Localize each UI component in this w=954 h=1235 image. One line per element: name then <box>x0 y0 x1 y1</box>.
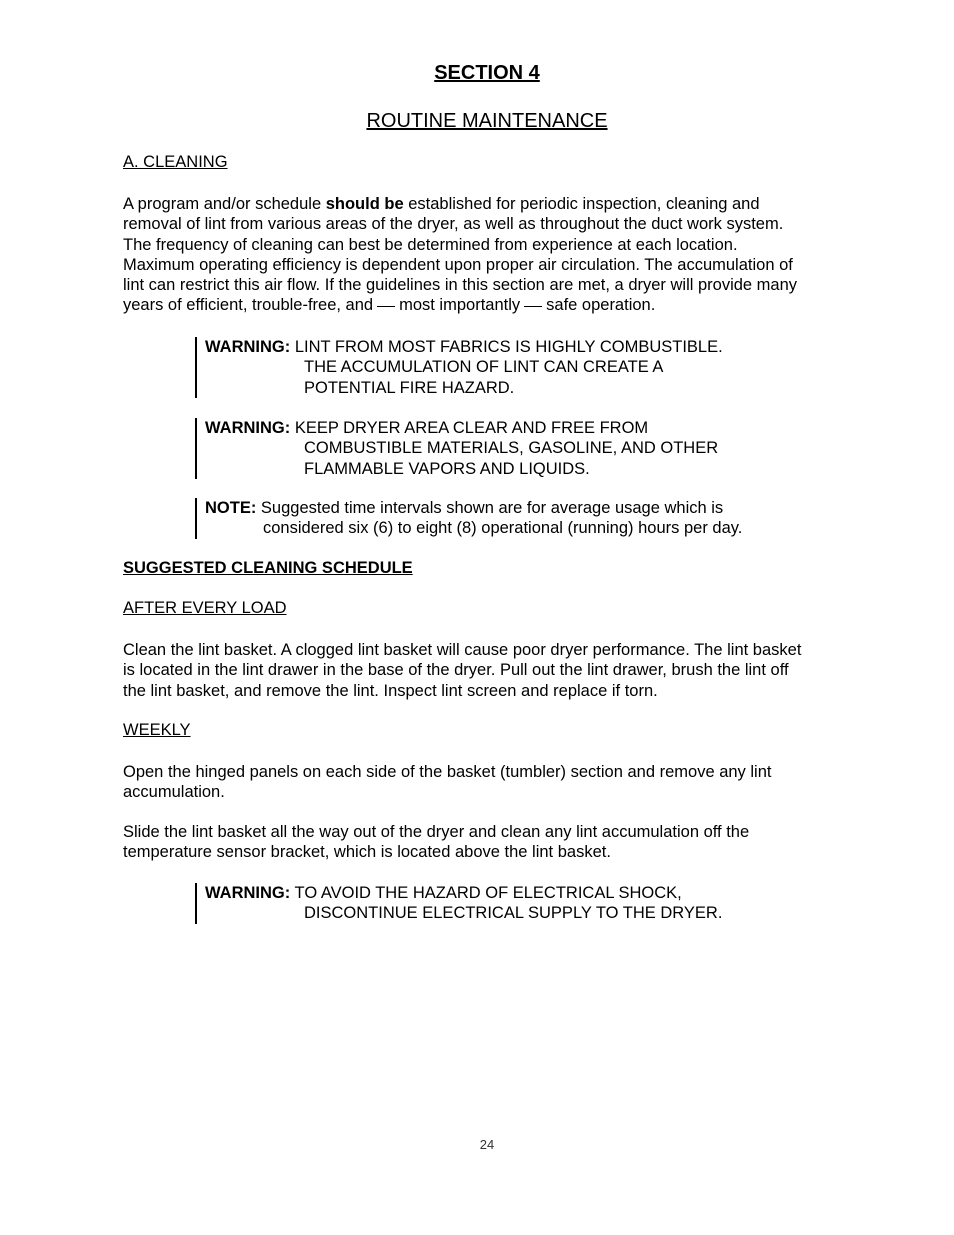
schedule-heading: SUGGESTED CLEANING SCHEDULE <box>123 559 413 577</box>
cleaning-heading: A. CLEANING <box>123 153 228 171</box>
em-dash <box>377 306 395 307</box>
intro-line-6: years of efficient, trouble-free, and most importantly safe operation. <box>123 296 656 315</box>
warning-box-lint-combustible: WARNING: LINT FROM MOST FABRICS IS HIGHLY COMBUSTIBLE. THE ACCUMULATION OF LINT CAN CREATE A POTENTIAL FIRE HAZARD. <box>195 337 723 398</box>
em-dash <box>524 306 542 307</box>
section-title: SECTION 4 <box>434 62 540 84</box>
cleaning-intro-paragraph <box>123 194 863 316</box>
intro-line-4: Maximum operating efficiency is dependent upon proper air circulation. The accumulation of <box>123 255 793 274</box>
after-every-load-paragraph: Clean the lint basket. A clogged lint basket will cause poor dryer performance. The lint basket is located in the lint drawer in the base of the dryer. Pull out the lint drawer, brush the lint off the lint basket, and remove the lint. Inspect lint screen and replace if torn. <box>123 641 802 700</box>
warning-box-dryer-area: WARNING: KEEP DRYER AREA CLEAR AND FREE FROM COMBUSTIBLE MATERIALS, GASOLINE, AND OTHER FLAMMABLE VAPORS AND LIQUIDS. <box>195 418 718 479</box>
weekly-paragraph-1: Open the hinged panels on each side of the basket (tumbler) section and remove any lint accumulation. <box>123 763 772 802</box>
weekly-paragraph-2: Slide the lint basket all the way out of the dryer and clean any lint accumulation off the temperature sensor bracket, which is located above the lint basket. <box>123 823 750 862</box>
after-every-load-heading: AFTER EVERY LOAD <box>123 599 287 617</box>
page-subtitle: ROUTINE MAINTENANCE <box>366 110 608 132</box>
note-box: NOTE: Suggested time intervals shown are for average usage which is considered six (6) to eight (8) operational (running) hours per day. <box>195 498 742 539</box>
intro-line-3: The frequency of cleaning can best be determined from experience at each location. <box>123 235 738 254</box>
warning-label: WARNING: <box>205 884 291 902</box>
page-number: 24 <box>479 1137 495 1152</box>
weekly-heading: WEEKLY <box>123 721 191 739</box>
note-label: NOTE: <box>205 499 257 517</box>
warning-label: WARNING: <box>205 419 291 437</box>
intro-line-2: removal of lint from various areas of the dryer, as well as throughout the duct work system. <box>123 215 784 234</box>
warning-label: WARNING: <box>205 338 291 356</box>
intro-line-5: lint can restrict this air flow. If the guidelines in this section are met, a dryer will provide many <box>123 276 798 295</box>
warning-box-electrical-shock: WARNING: TO AVOID THE HAZARD OF ELECTRICAL SHOCK, DISCONTINUE ELECTRICAL SUPPLY TO THE DRYER. <box>195 883 722 924</box>
intro-line-1: A program and/or schedule should be established for periodic inspection, cleaning and <box>123 195 760 213</box>
